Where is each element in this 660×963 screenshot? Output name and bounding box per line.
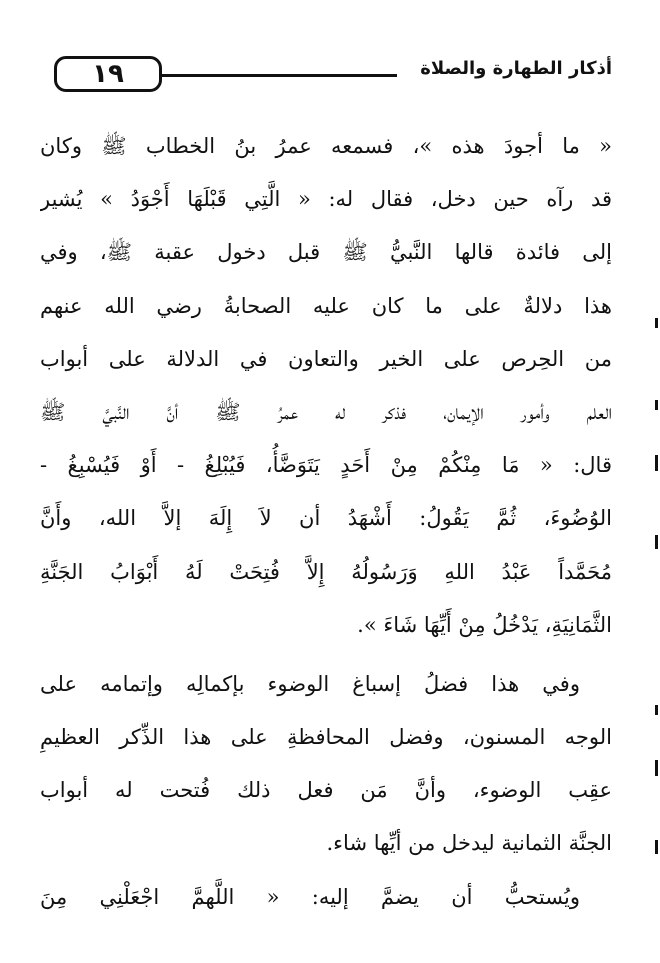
text-line: الوجه المسنون، وفضل المحافظةِ على هذا الذِّكر العظيمِ: [40, 725, 612, 750]
edge-mark: [655, 705, 658, 715]
text-line: قال: « مَا مِنْكُمْ مِنْ أَحَدٍ يَتَوَضَّأُ، فَيُبْلِغُ - أَوْ فَيُسْبِغُ -: [40, 453, 612, 478]
edge-mark: [655, 535, 658, 549]
text-line: من الحِرص على الخير والتعاون في الدلالة على أبواب: [40, 346, 612, 371]
edge-mark: [655, 760, 658, 776]
text-line: الوُضُوءَ، ثُمَّ يَقُولُ: أَشْهَدُ أن لاَ إِلَهَ إلاَّ الله، وأَنَّ: [40, 506, 612, 531]
text-line: هذا دلالةٌ على ما كان عليه الصحابةُ رضي الله عنهم: [40, 293, 612, 318]
header-rule: [162, 74, 397, 77]
text-line: ويُستحبُّ أن يضمَّ إليه: « اللَّهمَّ اجْعَلْنِي مِنَ: [40, 884, 580, 909]
page-body: [40, 120, 612, 924]
text-line: « ما أجودَ هذه »، فسمعه عمرُ بنُ الخطاب ﷺ وكان: [40, 134, 612, 158]
text-line: الجنَّة الثمانية ليدخل من أيِّها شاء.: [326, 831, 612, 856]
edge-mark: [655, 318, 658, 328]
text-line: إلى فائدة قالها النَّبيُّ ﷺ قبل دخول عقبة ﷺ، وفي: [40, 240, 612, 265]
text-line: مُحَمَّداً عَبْدُ اللهِ وَرَسُولُهُ إِلاَّ فُتِحَتْ لَهُ أَبْوَابُ الجَنَّةِ: [40, 559, 612, 584]
text-line: عقِب الوضوء، وأنَّ مَن فعل ذلك فُتحت له أبواب: [40, 778, 612, 803]
edge-mark: [655, 840, 658, 854]
page-number: ١٩: [54, 56, 162, 92]
running-title: أذكار الطهارة والصلاة: [420, 58, 612, 79]
text-line: قد رآه حين دخل، فقال له: « الَّتِي قَبْلَهَا أَجْوَدُ » يُشير: [40, 187, 612, 212]
text-line: الثَّمَانِيَةِ، يَدْخُلُ مِنْ أَيِّهَا شَاءَ ».: [357, 612, 612, 637]
text-line: العلم وأمور الإيمان، فذكر له عمرُ ﷺ أنَّ النَّبيَّ ﷺ: [40, 399, 612, 424]
text-line: وفي هذا فضلُ إسباغ الوضوء بإكمالِه وإتمامه على: [40, 671, 580, 696]
page-header: [40, 52, 612, 96]
edge-mark: [655, 400, 658, 410]
edge-mark: [655, 455, 658, 471]
